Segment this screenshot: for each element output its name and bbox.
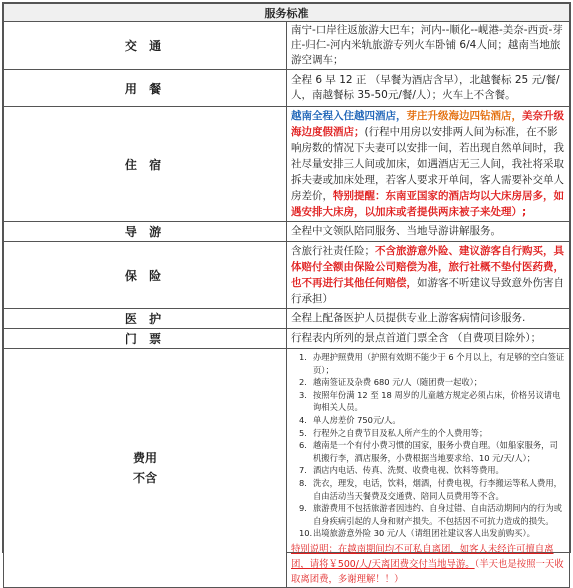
table-title: 服务标准 <box>4 4 570 22</box>
list-item-number: 5. <box>299 427 307 438</box>
service-standard-sheet <box>2 2 571 585</box>
insurance-included: 含旅行社责任险； <box>291 245 375 257</box>
list-item-number: 9. <box>299 503 307 514</box>
label-medical: 医 护 <box>4 309 287 329</box>
list-item-text: 越南签证及杂费 680 元/人（随团费一起收）； <box>313 377 483 388</box>
title-row <box>4 4 570 22</box>
excluded-cell <box>287 349 570 588</box>
row-transport <box>4 22 570 70</box>
special-note-extra: （半天也是按照一天收取离团费，多谢理解！！） <box>291 558 564 585</box>
list-item-number: 3. <box>299 389 307 400</box>
list-item-text: 旅游费用不包括旅游者因违约、自身过错、自由活动期间内的行为或自身疾病引起的人身和财产损失。不包括因不可抗力造成的损失。 <box>313 503 562 526</box>
guide-text: 全程中文领队陪同服务、当地导游讲解服务。 <box>287 222 570 242</box>
list-item <box>291 389 565 414</box>
insurance-warning: 不含旅游意外险、建议游客自行购买，具体赔付全额由保险公司赔偿为准，旅行社概不垫付医药费，也不再进行其他任何赔偿， <box>291 245 564 289</box>
list-item-text: 出境旅游意外险 30 元/人（请组团社建议客人出发前购买）。 <box>313 528 535 539</box>
label-transport: 交 通 <box>4 22 287 70</box>
row-tickets <box>4 329 570 349</box>
list-item-number: 8. <box>299 477 307 488</box>
list-item <box>291 527 565 540</box>
insurance-text <box>287 242 570 309</box>
list-item-number: 4. <box>299 414 307 425</box>
hotel-special-reminder: 特别提醒：东南亚国家的酒店均以大床房居多，如遇安排大床房，以加床或者提供两床被子来处理）; <box>291 190 564 218</box>
label-meals: 用 餐 <box>4 70 287 107</box>
hotel-highlight-nhatrang: 芽庄升级海边四钻酒店， <box>406 110 522 122</box>
transport-text: 南宁-口岸往返旅游大巴车；河内--顺化--岘港-美奈-西贡-芽庄-归仁-河内米轨旅游专列火车卧铺 6/4人间；越南当地旅游空调车； <box>287 22 570 70</box>
list-item <box>291 464 565 477</box>
list-item-number: 7. <box>299 465 307 476</box>
tickets-text: 行程表内所列的景点首道门票全含 （自费项目除外）； <box>287 329 570 349</box>
list-item <box>291 427 565 440</box>
list-item-number: 2. <box>299 377 307 388</box>
label-tickets: 门 票 <box>4 329 287 349</box>
hotel-text <box>287 107 570 222</box>
special-note-main: 特别说明：在越南期间均不可私自离团，如客人未经许可擅自离团，请将￥500/人/天离团费交付当地导游。 <box>291 543 554 570</box>
list-item-text: 行程外之自费节目及私人所产生的个人费用等； <box>313 427 488 438</box>
list-item-text: 按照年份满 12 至 18 周岁的儿童越方规定必须占床，价格另议请电询相关人员。 <box>313 389 561 413</box>
list-item-number: 10. <box>299 528 313 539</box>
list-item <box>291 502 565 527</box>
label-insurance: 保 险 <box>4 242 287 309</box>
list-item <box>291 414 565 427</box>
medical-text: 全程上配备医护人员提供专业上游客病情问诊服务. <box>287 309 570 329</box>
excluded-list <box>287 349 569 540</box>
list-item-text: 单人房差价 750元/人。 <box>313 414 401 425</box>
list-item-text: 酒店内电话、传真、洗熨、收费电视、饮料等费用。 <box>313 465 504 476</box>
label-hotel: 住 宿 <box>4 107 287 222</box>
label-guide: 导 游 <box>4 222 287 242</box>
list-item <box>291 376 565 389</box>
list-item <box>291 439 565 464</box>
label-excluded-cell <box>4 349 287 588</box>
hotel-highlight-blue: 越南全程入住越四酒店， <box>291 110 407 122</box>
list-item-text: 越南是一个有付小费习惯的国家，服务小费自理。（如船家服务，司机搬行李，酒店服务，小费根据当地要求给、10 元/天/人）； <box>313 440 558 463</box>
row-meals <box>4 70 570 107</box>
special-note <box>287 540 569 587</box>
row-medical <box>4 309 570 329</box>
hotel-policy: (行程中用房以安排两人间为标准，在不影响房数的情况下夫妻可以安排一间，若出现自然单间时，我社尽量安排三人间或加床，如遇酒店无三人间，我社将采取拆夫妻或加床处理，若客人要求开单间，客人需要补交单人房差价， <box>291 126 564 202</box>
label-excluded: 费用不含 <box>132 450 157 485</box>
row-hotel <box>4 107 570 222</box>
row-excluded <box>4 349 570 588</box>
hotel-highlight-muine: 美奈升级海边度假酒店； <box>291 110 564 138</box>
service-standard-table <box>3 3 570 588</box>
list-item <box>291 477 565 502</box>
row-insurance <box>4 242 570 309</box>
list-item-text: 办理护照费用（护照有效期不能少于 6 个月以上，有足够的空白签证页）； <box>313 352 565 375</box>
list-item-number: 6. <box>299 440 307 451</box>
list-item-text: 洗衣，理发，电话，饮料，烟酒，付费电视，行李搬运等私人费用，自由活动当天餐费及交通费、陪同人员费用等不含。 <box>313 477 562 501</box>
list-item-number: 1. <box>299 352 307 362</box>
row-guide <box>4 222 570 242</box>
meals-text: 全程 6 早 12 正 （早餐为酒店含早），北越餐标 25 元/餐/人，南越餐标 35-50元/餐/人）；火车上不含餐。 <box>287 70 570 107</box>
insurance-advice: 如游客不听建议导致意外伤害自行承担） <box>291 277 564 305</box>
list-item <box>291 351 565 376</box>
